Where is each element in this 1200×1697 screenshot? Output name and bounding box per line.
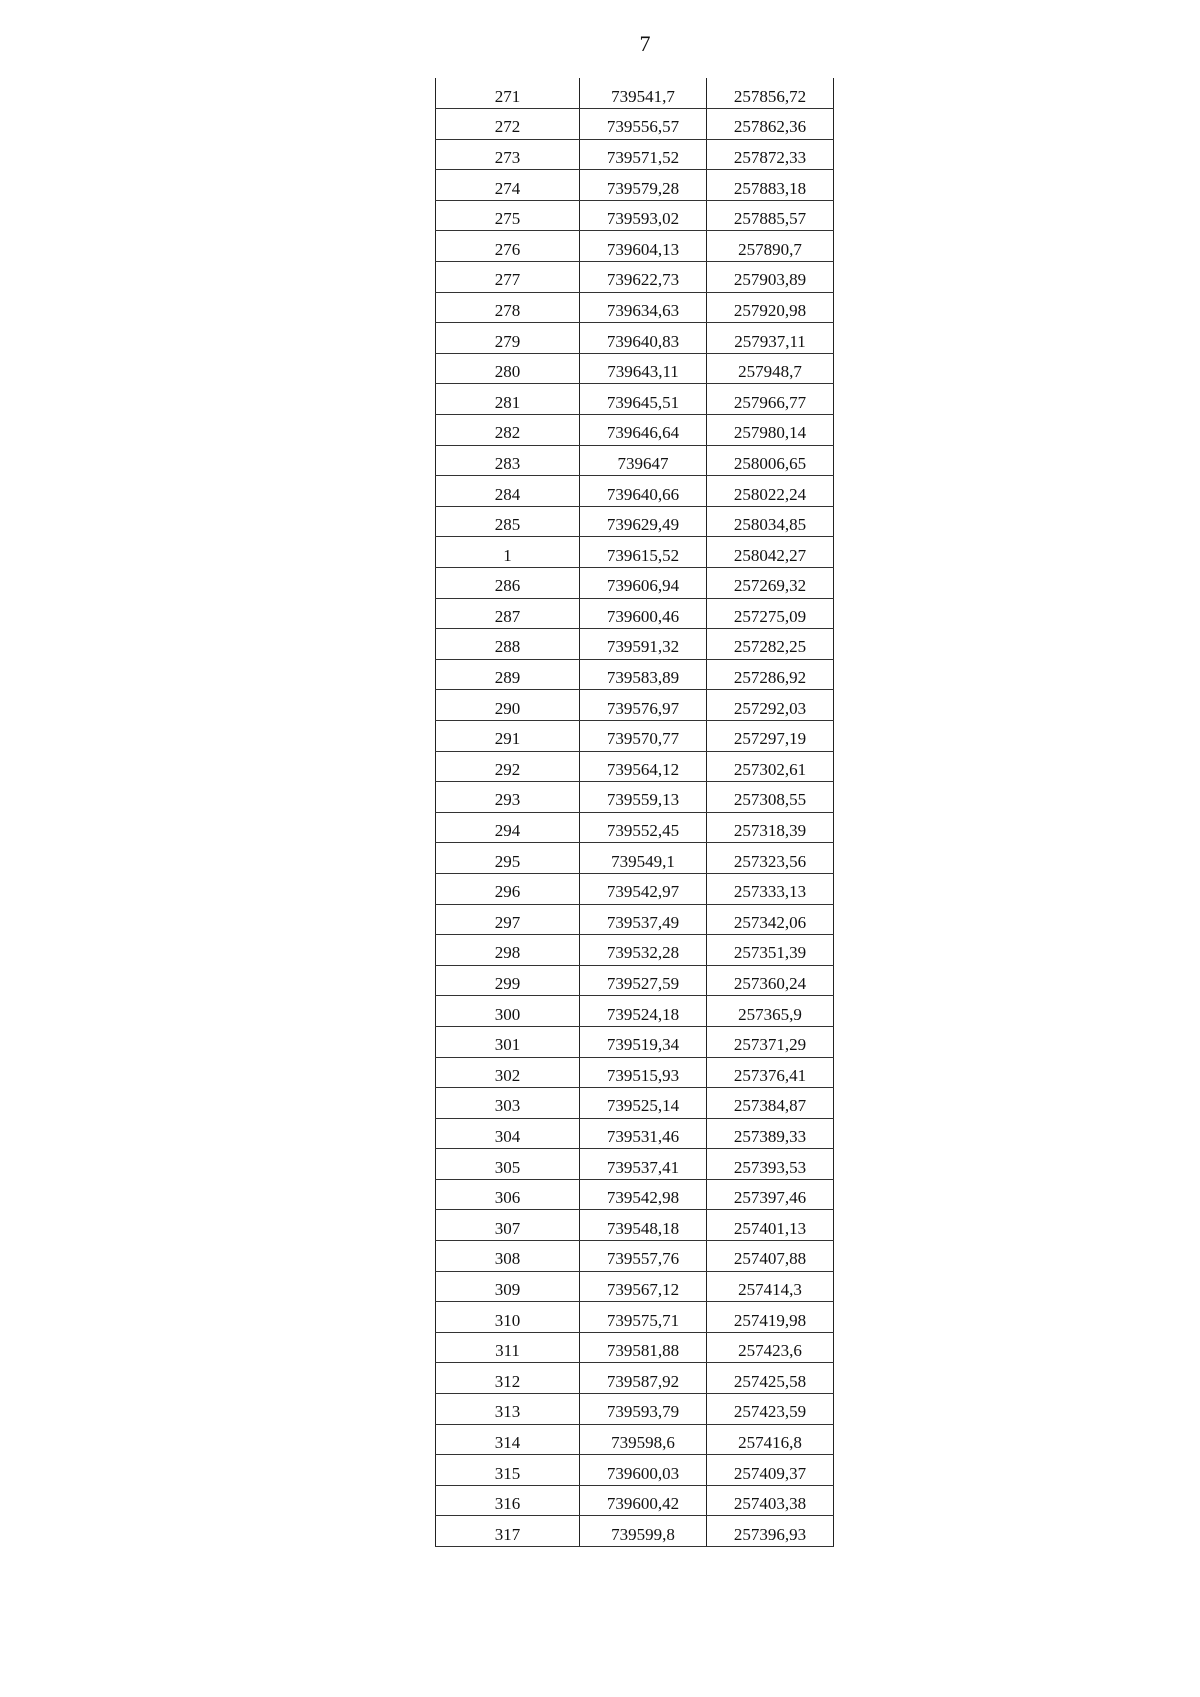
- x-coordinate-cell: 739622,73: [580, 262, 707, 293]
- x-coordinate-cell: 739532,28: [580, 935, 707, 966]
- point-number-cell: 308: [436, 1241, 580, 1272]
- x-coordinate-cell: 739537,49: [580, 904, 707, 935]
- y-coordinate-cell: 257890,7: [707, 231, 834, 262]
- table-row: [436, 1394, 834, 1425]
- point-number-cell: 285: [436, 506, 580, 537]
- x-coordinate-cell: 739583,89: [580, 659, 707, 690]
- table-row: [436, 415, 834, 446]
- point-number-cell: 298: [436, 935, 580, 966]
- point-number-cell: 315: [436, 1455, 580, 1486]
- y-coordinate-cell: 257862,36: [707, 109, 834, 140]
- table-row: [436, 629, 834, 660]
- x-coordinate-cell: 739549,1: [580, 843, 707, 874]
- x-coordinate-cell: 739600,03: [580, 1455, 707, 1486]
- y-coordinate-cell: 257269,32: [707, 568, 834, 599]
- point-number-cell: 294: [436, 812, 580, 843]
- x-coordinate-cell: 739524,18: [580, 996, 707, 1027]
- y-coordinate-cell: 257401,13: [707, 1210, 834, 1241]
- x-coordinate-cell: 739587,92: [580, 1363, 707, 1394]
- y-coordinate-cell: 257883,18: [707, 170, 834, 201]
- y-coordinate-cell: 257948,7: [707, 353, 834, 384]
- point-number-cell: 316: [436, 1485, 580, 1516]
- table-row: [436, 323, 834, 354]
- x-coordinate-cell: 739593,79: [580, 1394, 707, 1425]
- point-number-cell: 289: [436, 659, 580, 690]
- y-coordinate-cell: 257308,55: [707, 782, 834, 813]
- point-number-cell: 279: [436, 323, 580, 354]
- x-coordinate-cell: 739542,98: [580, 1179, 707, 1210]
- table-row: [436, 1302, 834, 1333]
- y-coordinate-cell: 257318,39: [707, 812, 834, 843]
- x-coordinate-cell: 739634,63: [580, 292, 707, 323]
- y-coordinate-cell: 257323,56: [707, 843, 834, 874]
- x-coordinate-cell: 739575,71: [580, 1302, 707, 1333]
- table-row: [436, 262, 834, 293]
- table-row: [436, 1271, 834, 1302]
- point-number-cell: 287: [436, 598, 580, 629]
- point-number-cell: 299: [436, 965, 580, 996]
- x-coordinate-cell: 739570,77: [580, 720, 707, 751]
- table-row: [436, 1088, 834, 1119]
- y-coordinate-cell: 258042,27: [707, 537, 834, 568]
- y-coordinate-cell: 257425,58: [707, 1363, 834, 1394]
- point-number-cell: 280: [436, 353, 580, 384]
- x-coordinate-cell: 739541,7: [580, 78, 707, 109]
- x-coordinate-cell: 739525,14: [580, 1088, 707, 1119]
- x-coordinate-cell: 739640,66: [580, 476, 707, 507]
- y-coordinate-cell: 257396,93: [707, 1516, 834, 1547]
- point-number-cell: 311: [436, 1332, 580, 1363]
- table-row: [436, 935, 834, 966]
- point-number-cell: 305: [436, 1149, 580, 1180]
- point-number-cell: 276: [436, 231, 580, 262]
- point-number-cell: 290: [436, 690, 580, 721]
- table-row: [436, 965, 834, 996]
- table-row: [436, 1057, 834, 1088]
- table-row: [436, 568, 834, 599]
- y-coordinate-cell: 257297,19: [707, 720, 834, 751]
- x-coordinate-cell: 739604,13: [580, 231, 707, 262]
- x-coordinate-cell: 739581,88: [580, 1332, 707, 1363]
- point-number-cell: 313: [436, 1394, 580, 1425]
- point-number-cell: 296: [436, 873, 580, 904]
- y-coordinate-cell: 257403,38: [707, 1485, 834, 1516]
- y-coordinate-cell: 257384,87: [707, 1088, 834, 1119]
- table-row: [436, 1241, 834, 1272]
- point-number-cell: 301: [436, 1026, 580, 1057]
- y-coordinate-cell: 257419,98: [707, 1302, 834, 1333]
- x-coordinate-cell: 739531,46: [580, 1118, 707, 1149]
- y-coordinate-cell: 258022,24: [707, 476, 834, 507]
- y-coordinate-cell: 257423,59: [707, 1394, 834, 1425]
- table-row: [436, 170, 834, 201]
- table-row: [436, 1332, 834, 1363]
- table-row: [436, 1516, 834, 1547]
- table-row: [436, 1149, 834, 1180]
- point-number-cell: 274: [436, 170, 580, 201]
- y-coordinate-cell: 257286,92: [707, 659, 834, 690]
- point-number-cell: 312: [436, 1363, 580, 1394]
- y-coordinate-cell: 257376,41: [707, 1057, 834, 1088]
- point-number-cell: 272: [436, 109, 580, 140]
- y-coordinate-cell: 257423,6: [707, 1332, 834, 1363]
- point-number-cell: 297: [436, 904, 580, 935]
- table-row: [436, 1485, 834, 1516]
- x-coordinate-cell: 739548,18: [580, 1210, 707, 1241]
- y-coordinate-cell: 257980,14: [707, 415, 834, 446]
- y-coordinate-cell: 257966,77: [707, 384, 834, 415]
- point-number-cell: 278: [436, 292, 580, 323]
- table-row: [436, 1210, 834, 1241]
- y-coordinate-cell: 258034,85: [707, 506, 834, 537]
- x-coordinate-cell: 739519,34: [580, 1026, 707, 1057]
- y-coordinate-cell: 257903,89: [707, 262, 834, 293]
- y-coordinate-cell: 257275,09: [707, 598, 834, 629]
- y-coordinate-cell: 257371,29: [707, 1026, 834, 1057]
- point-number-cell: 310: [436, 1302, 580, 1333]
- table-row: [436, 109, 834, 140]
- x-coordinate-cell: 739515,93: [580, 1057, 707, 1088]
- y-coordinate-cell: 257397,46: [707, 1179, 834, 1210]
- coordinates-table: [435, 78, 834, 1547]
- table-row: [436, 1455, 834, 1486]
- y-coordinate-cell: 257885,57: [707, 200, 834, 231]
- point-number-cell: 306: [436, 1179, 580, 1210]
- table-row: [436, 1424, 834, 1455]
- table-row: [436, 353, 834, 384]
- x-coordinate-cell: 739552,45: [580, 812, 707, 843]
- y-coordinate-cell: 258006,65: [707, 445, 834, 476]
- y-coordinate-cell: 257365,9: [707, 996, 834, 1027]
- table-row: [436, 720, 834, 751]
- point-number-cell: 317: [436, 1516, 580, 1547]
- x-coordinate-cell: 739591,32: [580, 629, 707, 660]
- x-coordinate-cell: 739579,28: [580, 170, 707, 201]
- point-number-cell: 286: [436, 568, 580, 599]
- page-number: 7: [639, 31, 651, 56]
- table-row: [436, 904, 834, 935]
- x-coordinate-cell: 739640,83: [580, 323, 707, 354]
- table-row: [436, 139, 834, 170]
- point-number-cell: 277: [436, 262, 580, 293]
- x-coordinate-cell: 739645,51: [580, 384, 707, 415]
- x-coordinate-cell: 739647: [580, 445, 707, 476]
- x-coordinate-cell: 739527,59: [580, 965, 707, 996]
- point-number-cell: 307: [436, 1210, 580, 1241]
- point-number-cell: 288: [436, 629, 580, 660]
- y-coordinate-cell: 257302,61: [707, 751, 834, 782]
- x-coordinate-cell: 739571,52: [580, 139, 707, 170]
- table-row: [436, 200, 834, 231]
- x-coordinate-cell: 739564,12: [580, 751, 707, 782]
- y-coordinate-cell: 257393,53: [707, 1149, 834, 1180]
- y-coordinate-cell: 257872,33: [707, 139, 834, 170]
- y-coordinate-cell: 257856,72: [707, 78, 834, 109]
- table-row: [436, 1179, 834, 1210]
- y-coordinate-cell: 257937,11: [707, 323, 834, 354]
- point-number-cell: 283: [436, 445, 580, 476]
- x-coordinate-cell: 739600,42: [580, 1485, 707, 1516]
- table-row: [436, 445, 834, 476]
- y-coordinate-cell: 257407,88: [707, 1241, 834, 1272]
- y-coordinate-cell: 257282,25: [707, 629, 834, 660]
- point-number-cell: 273: [436, 139, 580, 170]
- x-coordinate-cell: 739646,64: [580, 415, 707, 446]
- table-row: [436, 690, 834, 721]
- y-coordinate-cell: 257389,33: [707, 1118, 834, 1149]
- table-row: [436, 996, 834, 1027]
- point-number-cell: 291: [436, 720, 580, 751]
- table-row: [436, 384, 834, 415]
- point-number-cell: 302: [436, 1057, 580, 1088]
- table-row: [436, 751, 834, 782]
- table-row: [436, 506, 834, 537]
- point-number-cell: 300: [436, 996, 580, 1027]
- point-number-cell: 1: [436, 537, 580, 568]
- x-coordinate-cell: 739629,49: [580, 506, 707, 537]
- x-coordinate-cell: 739643,11: [580, 353, 707, 384]
- y-coordinate-cell: 257414,3: [707, 1271, 834, 1302]
- x-coordinate-cell: 739567,12: [580, 1271, 707, 1302]
- point-number-cell: 271: [436, 78, 580, 109]
- point-number-cell: 281: [436, 384, 580, 415]
- table-row: [436, 1363, 834, 1394]
- point-number-cell: 303: [436, 1088, 580, 1119]
- table-row: [436, 231, 834, 262]
- point-number-cell: 284: [436, 476, 580, 507]
- x-coordinate-cell: 739557,76: [580, 1241, 707, 1272]
- point-number-cell: 275: [436, 200, 580, 231]
- table-row: [436, 78, 834, 109]
- x-coordinate-cell: 739600,46: [580, 598, 707, 629]
- table-row: [436, 476, 834, 507]
- point-number-cell: 309: [436, 1271, 580, 1302]
- point-number-cell: 314: [436, 1424, 580, 1455]
- x-coordinate-cell: 739542,97: [580, 873, 707, 904]
- point-number-cell: 304: [436, 1118, 580, 1149]
- point-number-cell: 293: [436, 782, 580, 813]
- y-coordinate-cell: 257342,06: [707, 904, 834, 935]
- y-coordinate-cell: 257292,03: [707, 690, 834, 721]
- x-coordinate-cell: 739615,52: [580, 537, 707, 568]
- x-coordinate-cell: 739598,6: [580, 1424, 707, 1455]
- y-coordinate-cell: 257920,98: [707, 292, 834, 323]
- table-row: [436, 1118, 834, 1149]
- x-coordinate-cell: 739559,13: [580, 782, 707, 813]
- x-coordinate-cell: 739556,57: [580, 109, 707, 140]
- table-row: [436, 292, 834, 323]
- table-row: [436, 873, 834, 904]
- table-row: [436, 1026, 834, 1057]
- y-coordinate-cell: 257360,24: [707, 965, 834, 996]
- table-row: [436, 598, 834, 629]
- y-coordinate-cell: 257333,13: [707, 873, 834, 904]
- coordinates-table-body: [436, 78, 834, 1547]
- table-row: [436, 659, 834, 690]
- point-number-cell: 282: [436, 415, 580, 446]
- x-coordinate-cell: 739576,97: [580, 690, 707, 721]
- table-row: [436, 843, 834, 874]
- table-row: [436, 537, 834, 568]
- x-coordinate-cell: 739599,8: [580, 1516, 707, 1547]
- table-row: [436, 782, 834, 813]
- y-coordinate-cell: 257409,37: [707, 1455, 834, 1486]
- point-number-cell: 292: [436, 751, 580, 782]
- point-number-cell: 295: [436, 843, 580, 874]
- y-coordinate-cell: 257416,8: [707, 1424, 834, 1455]
- table-row: [436, 812, 834, 843]
- x-coordinate-cell: 739606,94: [580, 568, 707, 599]
- x-coordinate-cell: 739537,41: [580, 1149, 707, 1180]
- y-coordinate-cell: 257351,39: [707, 935, 834, 966]
- x-coordinate-cell: 739593,02: [580, 200, 707, 231]
